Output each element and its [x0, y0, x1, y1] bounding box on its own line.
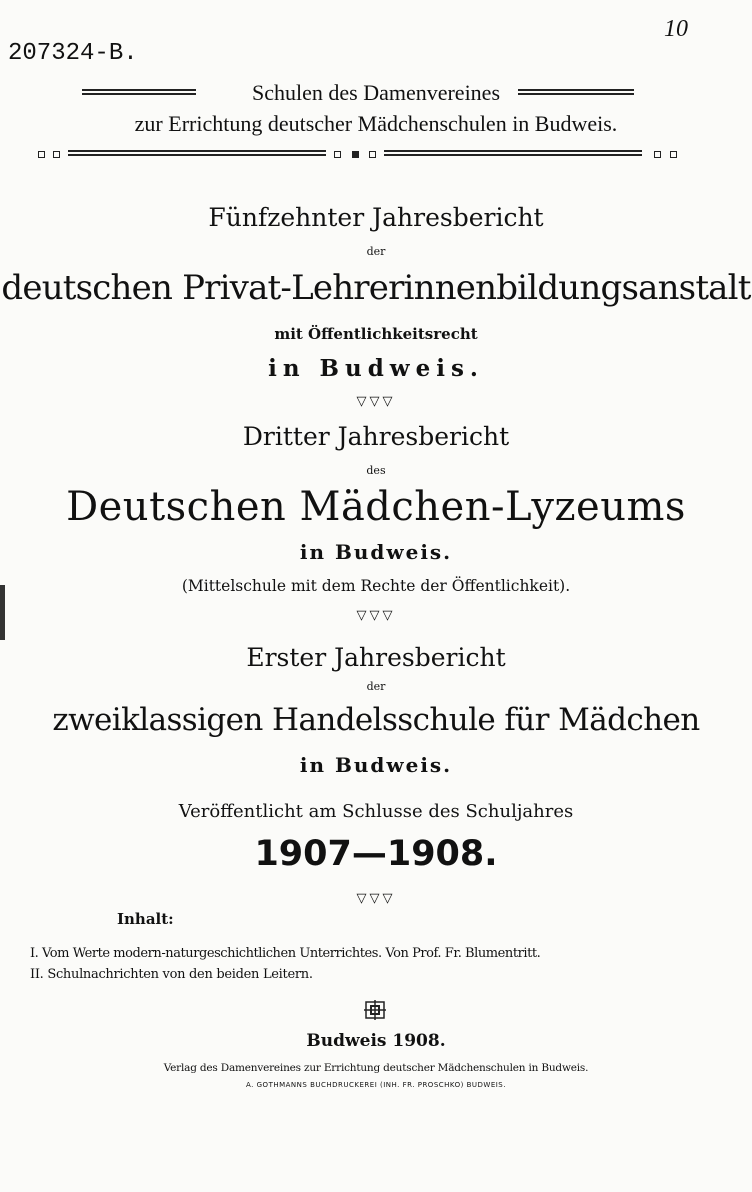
- ornament-square: [352, 151, 359, 158]
- ornament-square: [654, 151, 661, 158]
- header-line-2: zur Errichtung deutscher Mädchenschulen in Budweis.: [134, 111, 618, 136]
- publication-years: 1907—1908.: [254, 834, 498, 874]
- contents-item-1: I. Vom Werte modern-naturgeschichtlichen Unterrichtes. Von Prof. Fr. Blumentritt.: [30, 946, 541, 961]
- report1-note: mit Öffentlichkeitsrecht: [274, 325, 478, 343]
- shelfmark: 207324-B.: [8, 40, 138, 67]
- ornament-square: [38, 151, 45, 158]
- ornament-square: [369, 151, 376, 158]
- ornament-rule-left: [68, 150, 326, 156]
- report3-title: Erster Jahresbericht: [246, 643, 506, 672]
- report1-name: deutschen Privat-Lehrerinnenbildungsanstalt: [1, 268, 751, 308]
- header-line-1: Schulen des Damenvereines: [251, 80, 501, 105]
- ornament-square: [334, 151, 341, 158]
- report1-title: Fünfzehnter Jahresbericht: [208, 203, 544, 232]
- ornament-rule-right: [384, 150, 642, 156]
- pencil-mark: 10: [664, 16, 688, 42]
- report2-article: des: [366, 464, 386, 477]
- report2-title: Dritter Jahresbericht: [242, 422, 510, 451]
- divider-1: ▽▽▽: [356, 394, 396, 409]
- printer-emblem-icon: [364, 1000, 386, 1020]
- divider-2: ▽▽▽: [356, 608, 396, 623]
- imprint-publisher: Verlag des Damenvereines zur Errichtung deutscher Mädchenschulen in Budweis.: [163, 1062, 589, 1074]
- report2-note: (Mittelschule mit dem Rechte der Öffentlichkeit).: [181, 577, 571, 595]
- contents-item-2: II. Schulnachrichten von den beiden Leitern.: [30, 967, 313, 982]
- report3-place: in Budweis.: [299, 753, 453, 777]
- report2-name: Deutschen Mädchen-Lyzeums: [66, 484, 686, 530]
- report3-name: zweiklassigen Handelsschule für Mädchen: [52, 702, 700, 738]
- imprint-printer: A. GOTHMANNS BUCHDRUCKEREI (INH. FR. PROSCHKO) BUDWEIS.: [246, 1081, 506, 1089]
- report2-place: in Budweis.: [299, 540, 453, 564]
- ornament-square: [53, 151, 60, 158]
- ornament-square: [670, 151, 677, 158]
- divider-3: ▽▽▽: [356, 891, 396, 906]
- report1-article: der: [366, 245, 386, 258]
- publication-note: Veröffentlicht am Schlusse des Schuljahres: [178, 801, 574, 822]
- report1-place: in Budweis.: [268, 355, 484, 382]
- imprint-place-year: Budweis 1908.: [306, 1031, 446, 1051]
- report3-article: der: [366, 680, 386, 693]
- contents-heading: Inhalt:: [117, 910, 174, 928]
